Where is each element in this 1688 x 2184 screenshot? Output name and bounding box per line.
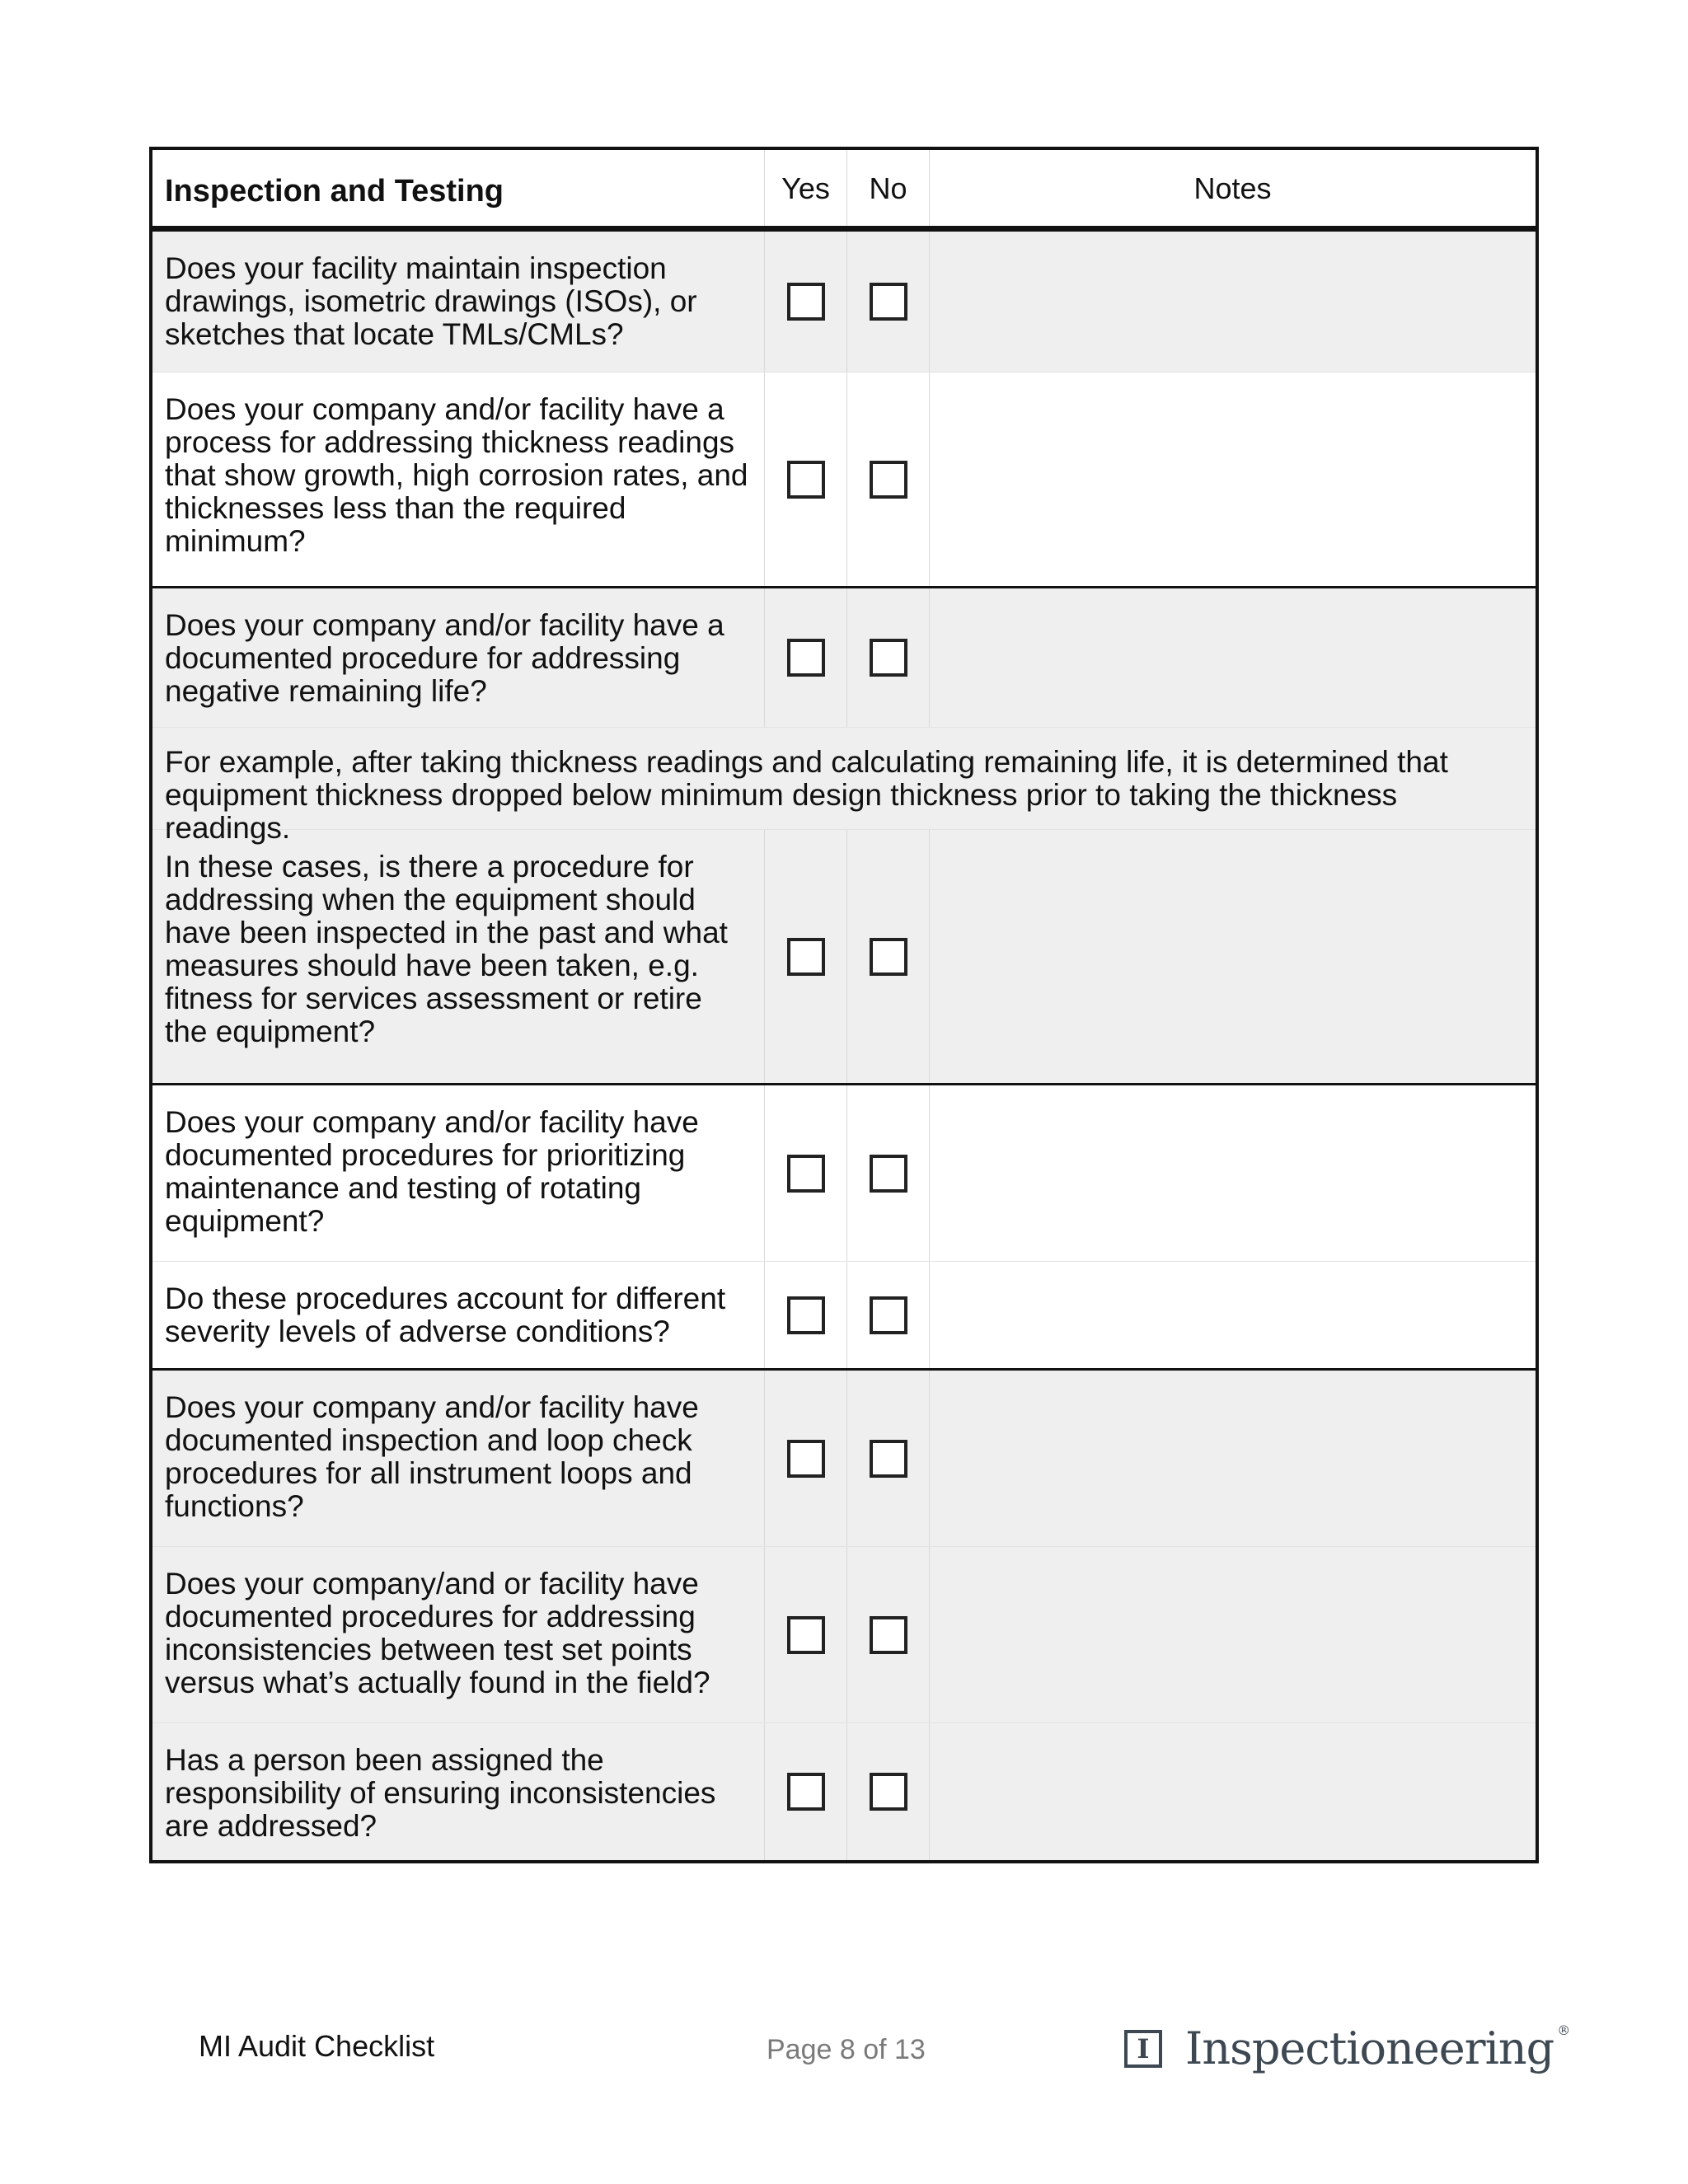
yes-checkbox[interactable] — [787, 461, 825, 499]
notes-field[interactable] — [929, 373, 1536, 586]
no-column-header: No — [846, 150, 929, 226]
no-cell — [846, 373, 929, 586]
notes-field[interactable] — [929, 1371, 1536, 1546]
no-cell — [846, 588, 929, 727]
table-row — [152, 586, 1536, 727]
yes-checkbox[interactable] — [787, 1296, 825, 1334]
table-row — [152, 372, 1536, 586]
table-row — [152, 1722, 1536, 1860]
document-title: MI Audit Checklist — [199, 2029, 435, 2063]
yes-checkbox[interactable] — [787, 283, 825, 321]
logo-text — [1185, 2022, 1569, 2074]
notes-field[interactable] — [929, 1262, 1536, 1368]
question-text: Does your facility maintain inspection drawings, isometric drawings (ISOs), or sketches that locate TMLs/CMLs? — [165, 251, 697, 351]
notes-field[interactable] — [929, 1723, 1536, 1860]
yes-checkbox[interactable] — [787, 1440, 825, 1478]
yes-checkbox[interactable] — [787, 1773, 825, 1811]
yes-cell — [764, 1085, 846, 1261]
section-title: Inspection and Testing — [165, 174, 504, 209]
yes-checkbox[interactable] — [787, 1616, 825, 1654]
notes-field[interactable] — [929, 830, 1536, 1083]
no-checkbox[interactable] — [870, 1773, 907, 1811]
table-header — [152, 150, 1536, 232]
yes-cell — [764, 830, 846, 1083]
inspectioneering-logo — [1124, 2022, 1569, 2074]
yes-checkbox[interactable] — [787, 639, 825, 677]
no-checkbox[interactable] — [870, 283, 907, 321]
notes-field[interactable] — [929, 1547, 1536, 1722]
no-checkbox[interactable] — [870, 639, 907, 677]
example-text: For example, after taking thickness readings and calculating remaining life, it is determined that equipment thickness dropped below minimum design thickness prior to taking the thickness readings. — [165, 745, 1448, 845]
no-cell — [846, 232, 929, 372]
no-checkbox[interactable] — [870, 1616, 907, 1654]
question-text: Has a person been assigned the responsibility of ensuring inconsistencies are addressed? — [165, 1743, 716, 1843]
no-cell — [846, 1085, 929, 1261]
table-row — [152, 1261, 1536, 1368]
table-row — [152, 1083, 1536, 1261]
table-row — [152, 829, 1536, 1083]
yes-cell — [764, 588, 846, 727]
table-row — [152, 1546, 1536, 1722]
question-text: Does your company and/or facility have documented inspection and loop check procedures for all instrument loops and functions? — [165, 1390, 699, 1523]
yes-cell — [764, 373, 846, 586]
no-checkbox[interactable] — [870, 461, 907, 499]
question-text: Does your company and/or facility have a documented procedure for addressing negative remaining life? — [165, 608, 724, 708]
question-text: Does your company and/or facility have documented procedures for prioritizing maintenance and testing of rotating equipment? — [165, 1105, 699, 1238]
no-cell — [846, 1371, 929, 1546]
no-checkbox[interactable] — [870, 938, 907, 976]
yes-cell — [764, 1262, 846, 1368]
question-text: In these cases, is there a procedure for addressing when the equipment should have been inspected in the past and what measures should have been taken, e.g. fitness for services assessment or retire the equipment? — [165, 850, 728, 1048]
yes-checkbox[interactable] — [787, 1155, 825, 1193]
no-checkbox[interactable] — [870, 1155, 907, 1193]
no-checkbox[interactable] — [870, 1296, 907, 1334]
yes-cell — [764, 1723, 846, 1860]
yes-checkbox[interactable] — [787, 938, 825, 976]
notes-column-header: Notes — [929, 150, 1536, 226]
no-cell — [846, 1262, 929, 1368]
no-cell — [846, 830, 929, 1083]
page-number: Page 8 of 13 — [767, 2034, 926, 2065]
checklist-table — [149, 147, 1539, 1863]
no-cell — [846, 1547, 929, 1722]
no-cell — [846, 1723, 929, 1860]
notes-field[interactable] — [929, 232, 1536, 372]
notes-field[interactable] — [929, 588, 1536, 727]
notes-field[interactable] — [929, 1085, 1536, 1261]
example-row — [152, 727, 1536, 845]
yes-cell — [764, 232, 846, 372]
registered-mark: ® — [1557, 2022, 1570, 2038]
table-row — [152, 1368, 1536, 1546]
question-text: Do these procedures account for different severity levels of adverse conditions? — [165, 1282, 726, 1348]
table-row — [152, 232, 1536, 372]
logo-mark-icon: I — [1124, 2030, 1162, 2068]
no-checkbox[interactable] — [870, 1440, 907, 1478]
question-text: Does your company and/or facility have a process for addressing thickness readings that show growth, high corrosion rates, and thicknesses less than the required minimum? — [165, 392, 748, 558]
logo-wordmark: Inspectioneering — [1185, 2022, 1554, 2074]
yes-cell — [764, 1371, 846, 1546]
yes-cell — [764, 1547, 846, 1722]
question-text: Does your company/and or facility have documented procedures for addressing inconsistencies between test set points versus what’s actually found in the field? — [165, 1567, 710, 1699]
yes-column-header: Yes — [764, 150, 846, 226]
